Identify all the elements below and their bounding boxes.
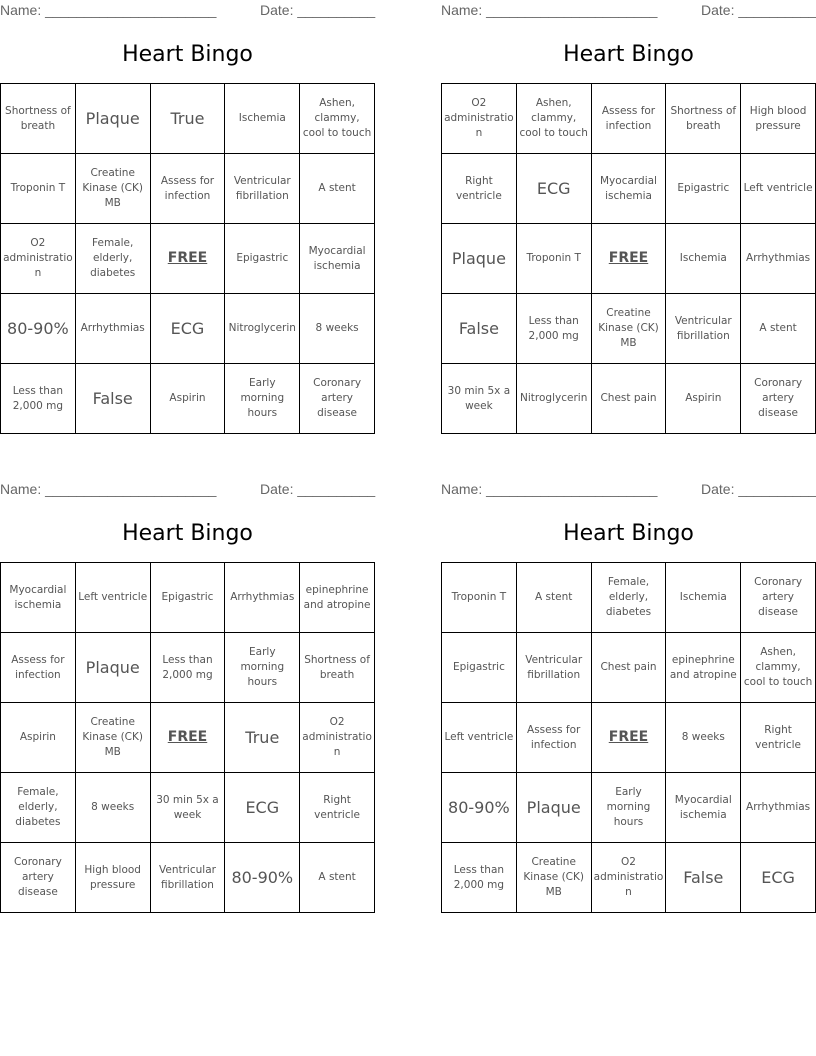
date-field: Date: __________ [260, 481, 376, 497]
card-title: Heart Bingo [563, 42, 694, 67]
bingo-grid [0, 562, 375, 913]
bingo-cell: Creatine Kinase (CK) MB [76, 154, 151, 224]
bingo-cell: Shortness of breath [666, 84, 741, 154]
bingo-cell: Shortness of breath [300, 633, 375, 703]
bingo-cell: Less than 2,000 mg [151, 633, 226, 703]
bingo-cell: Aspirin [1, 703, 76, 773]
bingo-cell: O2 administration [300, 703, 375, 773]
bingo-cell: Female, elderly, diabetes [76, 224, 151, 294]
bingo-cell: O2 administration [1, 224, 76, 294]
bingo-cell: True [225, 703, 300, 773]
bingo-cell: 80-90% [442, 773, 517, 843]
card-header [441, 2, 816, 20]
bingo-cell: Ischemia [225, 84, 300, 154]
bingo-cell: A stent [741, 294, 816, 364]
bingo-cell: O2 administration [592, 843, 667, 913]
bingo-cell: A stent [517, 563, 592, 633]
bingo-cell: False [666, 843, 741, 913]
bingo-cell: epinephrine and atropine [666, 633, 741, 703]
bingo-cell: Shortness of breath [1, 84, 76, 154]
bingo-cell: Plaque [442, 224, 517, 294]
bingo-cell: Chest pain [592, 633, 667, 703]
bingo-cell: Myocardial ischemia [300, 224, 375, 294]
bingo-cell: Arrhythmias [741, 224, 816, 294]
bingo-cell: Female, elderly, diabetes [1, 773, 76, 843]
bingo-cell: Right ventricle [300, 773, 375, 843]
bingo-cell: O2 administration [442, 84, 517, 154]
bingo-cell: Ventricular fibrillation [517, 633, 592, 703]
bingo-cell: Plaque [517, 773, 592, 843]
name-field: Name: ______________________ [441, 2, 658, 18]
bingo-cell: Epigastric [225, 224, 300, 294]
bingo-cell: Myocardial ischemia [666, 773, 741, 843]
name-field: Name: ______________________ [441, 481, 658, 497]
bingo-cell: Myocardial ischemia [592, 154, 667, 224]
free-space: FREE [151, 224, 226, 294]
bingo-cell: Left ventricle [76, 563, 151, 633]
bingo-cell: ECG [151, 294, 226, 364]
bingo-cell: Creatine Kinase (CK) MB [517, 843, 592, 913]
date-field: Date: __________ [260, 2, 376, 18]
bingo-cell: 8 weeks [300, 294, 375, 364]
bingo-cell: ECG [741, 843, 816, 913]
card-title: Heart Bingo [122, 42, 253, 67]
bingo-cell: High blood pressure [76, 843, 151, 913]
bingo-cell: Coronary artery disease [741, 364, 816, 434]
bingo-cell: False [76, 364, 151, 434]
bingo-cell: Ventricular fibrillation [225, 154, 300, 224]
bingo-cell: Right ventricle [442, 154, 517, 224]
bingo-cell: 30 min 5x a week [442, 364, 517, 434]
bingo-cell: Coronary artery disease [1, 843, 76, 913]
bingo-cell: Left ventricle [741, 154, 816, 224]
bingo-cell: Troponin T [517, 224, 592, 294]
bingo-cell: Chest pain [592, 364, 667, 434]
bingo-cell: Ashen, clammy, cool to touch [300, 84, 375, 154]
bingo-cell: 30 min 5x a week [151, 773, 226, 843]
bingo-cell: Myocardial ischemia [1, 563, 76, 633]
bingo-cell: A stent [300, 154, 375, 224]
bingo-cell: Epigastric [666, 154, 741, 224]
bingo-cell: Assess for infection [1, 633, 76, 703]
card-header [0, 2, 375, 20]
bingo-cell: False [442, 294, 517, 364]
bingo-cell: Plaque [76, 84, 151, 154]
free-space: FREE [592, 224, 667, 294]
bingo-cell: Epigastric [151, 563, 226, 633]
bingo-cell: ECG [225, 773, 300, 843]
bingo-cell: Epigastric [442, 633, 517, 703]
card-header [0, 481, 375, 499]
bingo-cell: Assess for infection [592, 84, 667, 154]
bingo-cell: Ischemia [666, 224, 741, 294]
bingo-cell: Left ventricle [442, 703, 517, 773]
bingo-cell: Arrhythmias [741, 773, 816, 843]
bingo-cell: Less than 2,000 mg [442, 843, 517, 913]
bingo-cell: 8 weeks [76, 773, 151, 843]
bingo-cell: Coronary artery disease [300, 364, 375, 434]
bingo-cell: Early morning hours [592, 773, 667, 843]
card-title: Heart Bingo [122, 521, 253, 546]
bingo-cell: Arrhythmias [76, 294, 151, 364]
name-field: Name: ______________________ [0, 481, 217, 497]
date-field: Date: __________ [701, 481, 816, 497]
bingo-cell: Early morning hours [225, 633, 300, 703]
bingo-cell: Assess for infection [517, 703, 592, 773]
bingo-cell: Ischemia [666, 563, 741, 633]
bingo-cell: Female, elderly, diabetes [592, 563, 667, 633]
date-field: Date: __________ [701, 2, 816, 18]
bingo-grid [0, 83, 375, 434]
bingo-cell: Aspirin [666, 364, 741, 434]
free-space: FREE [151, 703, 226, 773]
bingo-cell: 8 weeks [666, 703, 741, 773]
bingo-cell: Nitroglycerin [517, 364, 592, 434]
bingo-cell: A stent [300, 843, 375, 913]
bingo-cell: Less than 2,000 mg [517, 294, 592, 364]
bingo-cell: epinephrine and atropine [300, 563, 375, 633]
bingo-cell: 80-90% [1, 294, 76, 364]
bingo-cell: Aspirin [151, 364, 226, 434]
bingo-cell: Ashen, clammy, cool to touch [741, 633, 816, 703]
name-field: Name: ______________________ [0, 2, 217, 18]
bingo-cell: Arrhythmias [225, 563, 300, 633]
bingo-card-3 [0, 479, 375, 919]
bingo-grid [441, 562, 816, 913]
bingo-grid [441, 83, 816, 434]
bingo-cell: ECG [517, 154, 592, 224]
bingo-cell: Troponin T [1, 154, 76, 224]
bingo-cell: High blood pressure [741, 84, 816, 154]
bingo-card-2 [441, 0, 816, 440]
bingo-cell: Creatine Kinase (CK) MB [592, 294, 667, 364]
bingo-cell: Nitroglycerin [225, 294, 300, 364]
bingo-cell: Coronary artery disease [741, 563, 816, 633]
card-title: Heart Bingo [563, 521, 694, 546]
bingo-cell: True [151, 84, 226, 154]
bingo-card-1 [0, 0, 375, 440]
bingo-cell: Ashen, clammy, cool to touch [517, 84, 592, 154]
bingo-cell: Assess for infection [151, 154, 226, 224]
bingo-card-4 [441, 479, 816, 919]
free-space: FREE [592, 703, 667, 773]
bingo-cell: Right ventricle [741, 703, 816, 773]
bingo-cell: Less than 2,000 mg [1, 364, 76, 434]
bingo-cell: Early morning hours [225, 364, 300, 434]
bingo-cell: Creatine Kinase (CK) MB [76, 703, 151, 773]
bingo-cell: Plaque [76, 633, 151, 703]
card-header [441, 481, 816, 499]
bingo-cell: Troponin T [442, 563, 517, 633]
bingo-cell: Ventricular fibrillation [666, 294, 741, 364]
bingo-cell: Ventricular fibrillation [151, 843, 226, 913]
bingo-cell: 80-90% [225, 843, 300, 913]
